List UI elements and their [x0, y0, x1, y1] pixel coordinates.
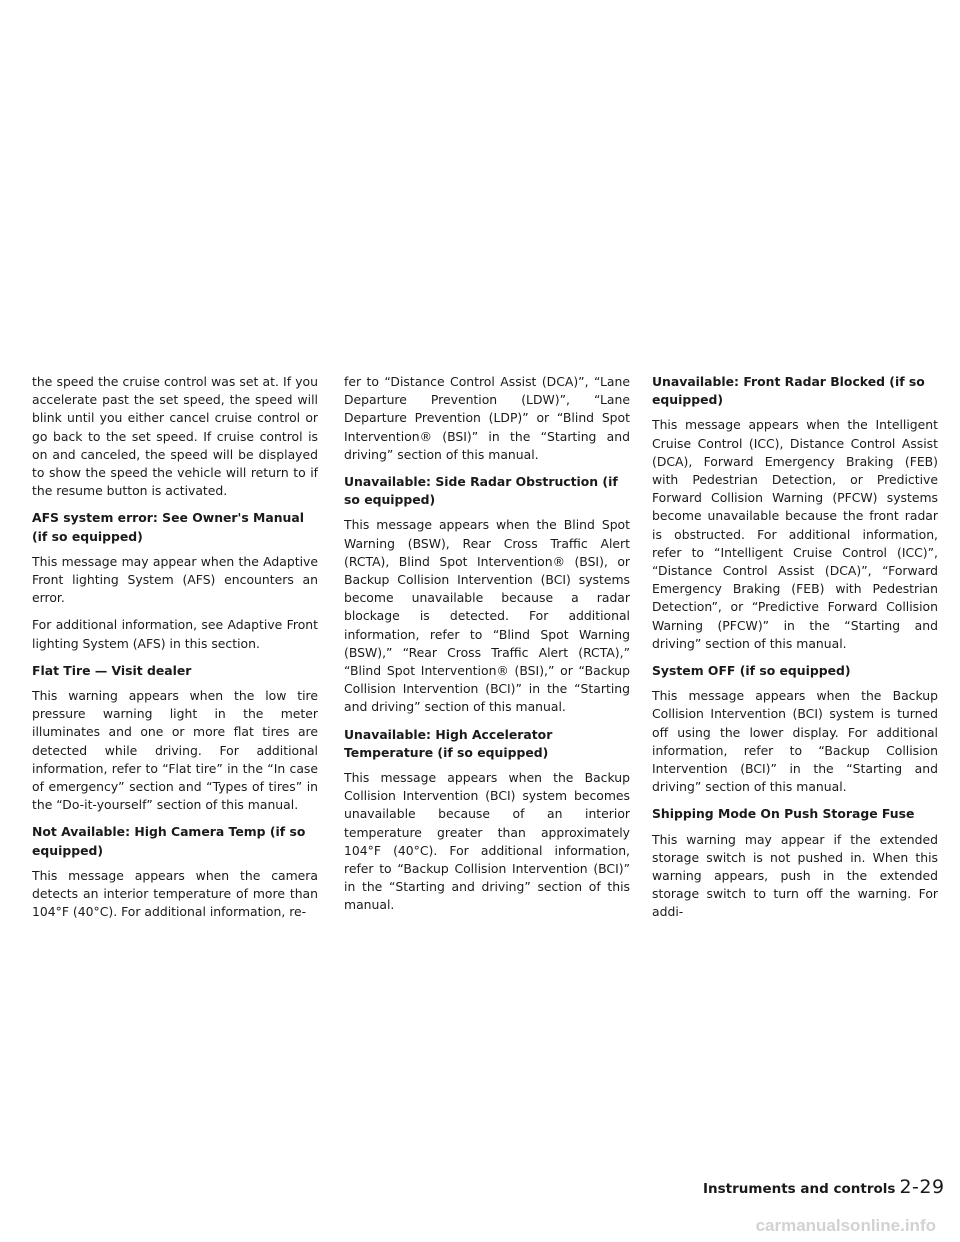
body-paragraph: This message appears when the Backup Collision Intervention (BCI) system becomes unavailable because of an interior temperature greater than approximately 104°F (40°C). For additional information, refer to “Backup Collision Intervention (BCI)” in the “Starting and driving” section of this manual. — [344, 770, 630, 913]
body-paragraph: This message appears when the Blind Spot Warning (BSW), Rear Cross Traffic Alert (RCTA), Blind Spot Intervention® (BSI), or Backup Collision Intervention (BCI) systems become unavailable because a radar blockage is detected. For additional information, refer to “Blind Spot Warning (BSW),” “Rear Cross Traffic Alert (RCTA),” “Blind Spot Intervention® (BSI),” or “Backup Collision Intervention (BCI)” in the “Starting and driving” section of this manual. — [344, 517, 630, 715]
text-column-3 — [652, 373, 938, 931]
section-heading: Not Available: High Camera Temp (if so equipped) — [32, 824, 306, 858]
body-paragraph: This message appears when the Intelligent Cruise Control (ICC), Distance Control Assist (DCA), Forward Emergency Braking (FEB) with Pedestrian Detection, or Predictive Forward Collision Warning (PFCW) systems become unavailable because the front radar is obstructed. For additional information, refer to “Intelligent Cruise Control (ICC)”, “Distance Control Assist (DCA)”, “Forward Emergency Braking (FEB) with Pedestrian Detection”, or “Predictive Forward Collision Warning (PFCW)” in the “Starting and driving” section of this manual. — [652, 417, 938, 651]
page-number: 2-29 — [899, 1176, 945, 1198]
body-paragraph: the speed the cruise control was set at. If you accelerate past the set speed, the speed will blink until you either cancel cruise control or go back to the set speed. If cruise control is on and canceled, the speed will be displayed to show the speed the vehicle will return to if the resume button is activated. — [32, 374, 318, 499]
page-footer — [703, 1176, 945, 1198]
body-paragraph: fer to “Distance Control Assist (DCA)”, “Lane Departure Prevention (LDW)”, “Lane Departure Prevention (LDP)” or “Blind Spot Intervention® (BSI)” in the “Starting and driving” section of this manual. — [344, 374, 630, 462]
section-heading: Shipping Mode On Push Storage Fuse — [652, 806, 915, 822]
body-paragraph: This message appears when the camera detects an interior temperature of more than 104°F (40°C). For additional information, re- — [32, 867, 318, 920]
watermark-text: carmanualsonline.info — [755, 1216, 936, 1235]
section-heading: Unavailable: Side Radar Obstruction (if so equipped) — [344, 474, 618, 508]
body-paragraph: This warning appears when the low tire pressure warning light in the meter illuminates and one or more flat tires are detected while driving. For additional information, refer to “Flat tire” in the “In case of emergency” section and “Types of tires” in the “Do-it-yourself” section of this manual. — [32, 688, 318, 813]
text-column-2 — [344, 373, 630, 924]
body-paragraph: This warning may appear if the extended storage switch is not pushed in. When this warning appears, push in the extended storage switch to turn off the warning. For addi- — [652, 831, 938, 920]
text-column-1 — [32, 373, 318, 930]
section-heading: Unavailable: High Accelerator Temperature (if so equipped) — [344, 726, 553, 760]
footer-section-title: Instruments and controls — [703, 1181, 896, 1197]
body-paragraph: For additional information, see Adaptive Front lighting System (AFS) in this section. — [32, 617, 318, 651]
section-heading: Flat Tire — Visit dealer — [32, 662, 192, 678]
section-heading: System OFF (if so equipped) — [652, 663, 851, 679]
section-heading: Unavailable: Front Radar Blocked (if so equipped) — [652, 374, 925, 408]
body-paragraph: This message may appear when the Adaptive Front lighting System (AFS) encounters an error. — [32, 553, 318, 606]
body-paragraph: This message appears when the Backup Collision Intervention (BCI) system is turned off using the lower display. For additional information, refer to “Backup Collision Intervention (BCI)” in the “Starting and driving” section of this manual. — [652, 688, 938, 795]
section-heading: AFS system error: See Owner's Manual (if so equipped) — [32, 510, 304, 544]
